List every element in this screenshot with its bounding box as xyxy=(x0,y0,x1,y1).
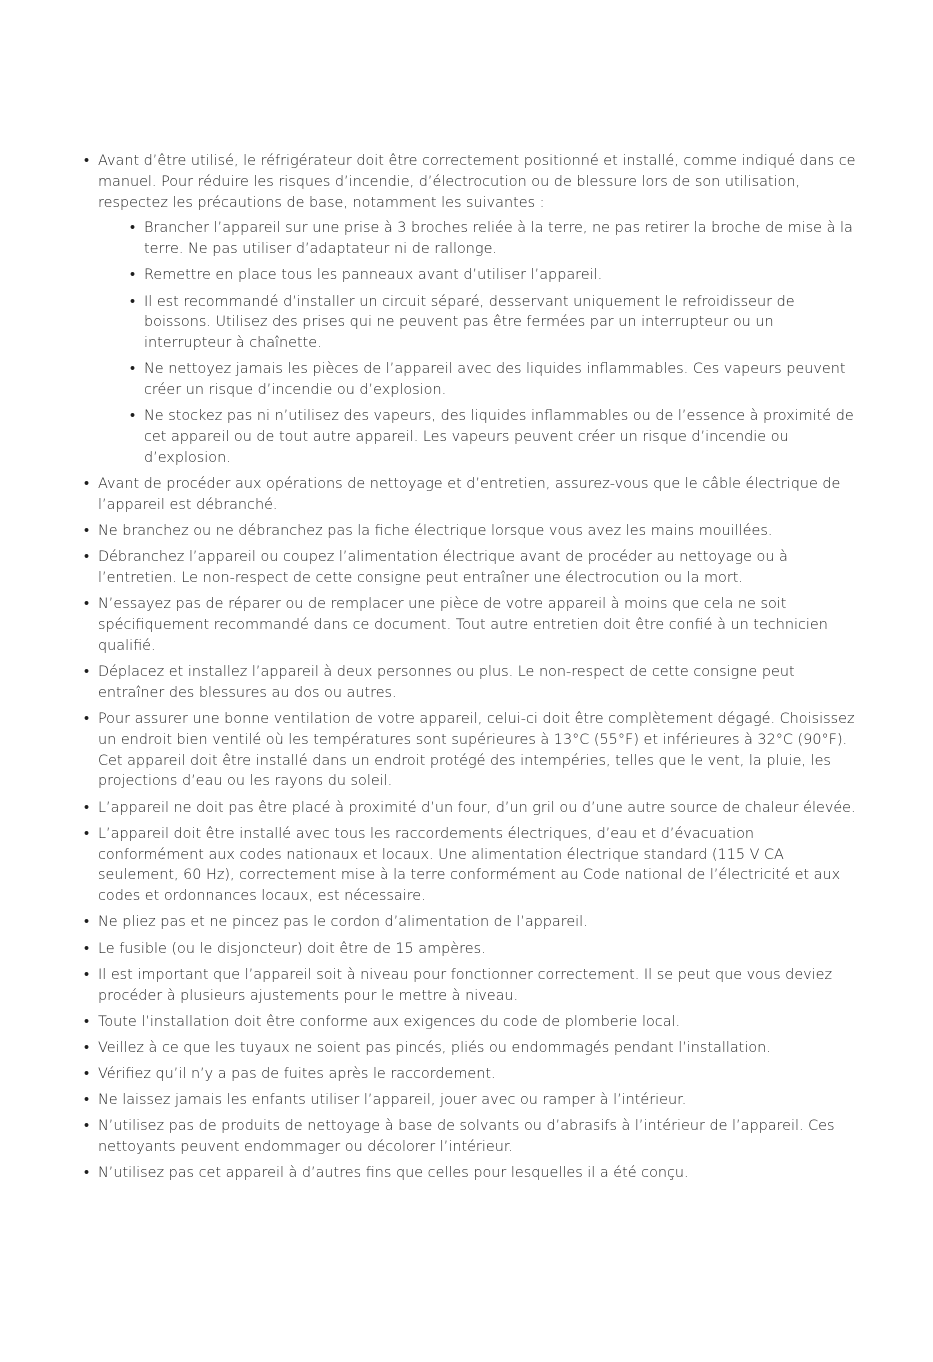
list-item xyxy=(82,965,864,1007)
list-item xyxy=(82,547,864,589)
list-item xyxy=(82,939,864,960)
list-item xyxy=(82,594,864,656)
sub-list xyxy=(98,218,864,468)
list-item-text: Avant d’être utilisé, le réfrigérateur doit être correctement positionné et installé, comme indiqué dans ce manuel. Pour réduire les risques d’incendie, d’électrocution ou de blessure lors de son utilisation, respectez les précautions de base, notamment les suivantes : xyxy=(98,153,856,211)
list-item xyxy=(82,474,864,516)
list-item xyxy=(82,1116,864,1158)
sub-list-item: • Brancher l’appareil sur une prise à 3 broches reliée à la terre, ne pas retirer la broche de mise à la terre. Ne pas utiliser d’adaptateur ni de rallonge. xyxy=(98,218,864,260)
list-item-text: Le fusible (ou le disjoncteur) doit être de 15 ampères. xyxy=(98,940,486,957)
list-item-text: L’appareil ne doit pas être placé à proximité d’un four, d’un gril ou d’une autre source de chaleur élevée. xyxy=(98,799,856,816)
list-item xyxy=(82,662,864,704)
sub-list-item: • Ne nettoyez jamais les pièces de l’appareil avec des liquides inflammables. Ces vapeurs peuvent créer un risque d’incendie ou d’explosion. xyxy=(98,359,864,401)
list-item xyxy=(82,151,864,469)
list-item-text: Débranchez l’appareil ou coupez l’alimentation électrique avant de procéder au nettoyage ou à l’entretien. Le non-respect de cette consigne peut entraîner une électrocution ou la mort. xyxy=(98,549,788,587)
list-item xyxy=(82,1163,864,1184)
list-item-text: Pour assurer une bonne ventilation de votre appareil, celui-ci doit être complètement dégagé. Choisissez un endroit bien ventilé où les températures sont supérieures à 13°C (55°F) et inférieures à 32°C (90°F). Cet appareil doit être installé dans un endroit protégé des intempéries, telles que le vent, la pluie, les projections d’eau ou les rayons du soleil. xyxy=(98,711,855,790)
list-item xyxy=(82,521,864,542)
list-item xyxy=(82,1064,864,1085)
list-item xyxy=(82,824,864,907)
list-item-text: L’appareil doit être installé avec tous les raccordements électriques, d’eau et d’évacuation conformément aux codes nationaux et locaux. Une alimentation électrique standard (115 V CA seulement, 60 Hz), correctement mise à la terre conformément au Code national de l’électricité et aux codes et ordonnances locaux, est nécessaire. xyxy=(98,825,841,905)
list-item-text: Ne branchez ou ne débranchez pas la fiche électrique lorsque vous avez les mains mouillées. xyxy=(98,523,773,540)
list-item-text: N’utilisez pas cet appareil à d’autres fins que celles pour lesquelles il a été conçu. xyxy=(98,1165,689,1182)
list-item-text: Vérifiez qu’il n’y a pas de fuites après le raccordement. xyxy=(98,1066,496,1083)
list-item-text: N’essayez pas de réparer ou de remplacer une pièce de votre appareil à moins que cela ne soit spécifiquement recommandé dans ce document. Tout autre entretien doit être confié à un technicien qualifié. xyxy=(98,596,828,654)
sub-list-item: • Il est recommandé d’installer un circuit séparé, desservant uniquement le refroidisseur de boissons. Utilisez des prises qui ne peuvent pas être fermées par un interrupteur ou un interrupteur à chaînette. xyxy=(98,292,864,354)
safety-instructions-list xyxy=(82,151,864,1190)
list-item xyxy=(82,1038,864,1059)
list-item-text: Déplacez et installez l’appareil à deux personnes ou plus. Le non-respect de cette consigne peut entraîner des blessures au dos ou autres. xyxy=(98,664,795,701)
list-item-text: Ne laissez jamais les enfants utiliser l’appareil, jouer avec ou ramper à l’intérieur. xyxy=(98,1092,687,1109)
list-item xyxy=(82,912,864,933)
list-item-text: N’utilisez pas de produits de nettoyage à base de solvants ou d’abrasifs à l’intérieur de l’appareil. Ces nettoyants peuvent endommager ou décolorer l’intérieur. xyxy=(98,1118,835,1156)
list-item xyxy=(82,1012,864,1033)
list-item-text: Avant de procéder aux opérations de nettoyage et d’entretien, assurez-vous que le câble électrique de l’appareil est débranché. xyxy=(98,476,841,513)
list-item xyxy=(82,709,864,792)
list-item xyxy=(82,1090,864,1111)
list-item-text: Veillez à ce que les tuyaux ne soient pas pincés, pliés ou endommagés pendant l’installation. xyxy=(98,1039,771,1056)
list-item-text: Toute l’installation doit être conforme aux exigences du code de plomberie local. xyxy=(98,1013,681,1030)
list-item-text: Ne pliez pas et ne pincez pas le cordon d’alimentation de l’appareil. xyxy=(98,914,588,931)
sub-list-item: • Ne stockez pas ni n’utilisez des vapeurs, des liquides inflammables ou de l’essence à proximité de cet appareil ou de tout autre appareil. Les vapeurs peuvent créer un risque d’incendie ou d’explosion. xyxy=(98,406,864,468)
list-item xyxy=(82,798,864,819)
list-item-text: Il est important que l’appareil soit à niveau pour fonctionner correctement. Il se peut que vous deviez procéder à plusieurs ajustements pour le mettre à niveau. xyxy=(98,966,833,1004)
sub-list-item: • Remettre en place tous les panneaux avant d’utiliser l’appareil. xyxy=(98,265,864,286)
